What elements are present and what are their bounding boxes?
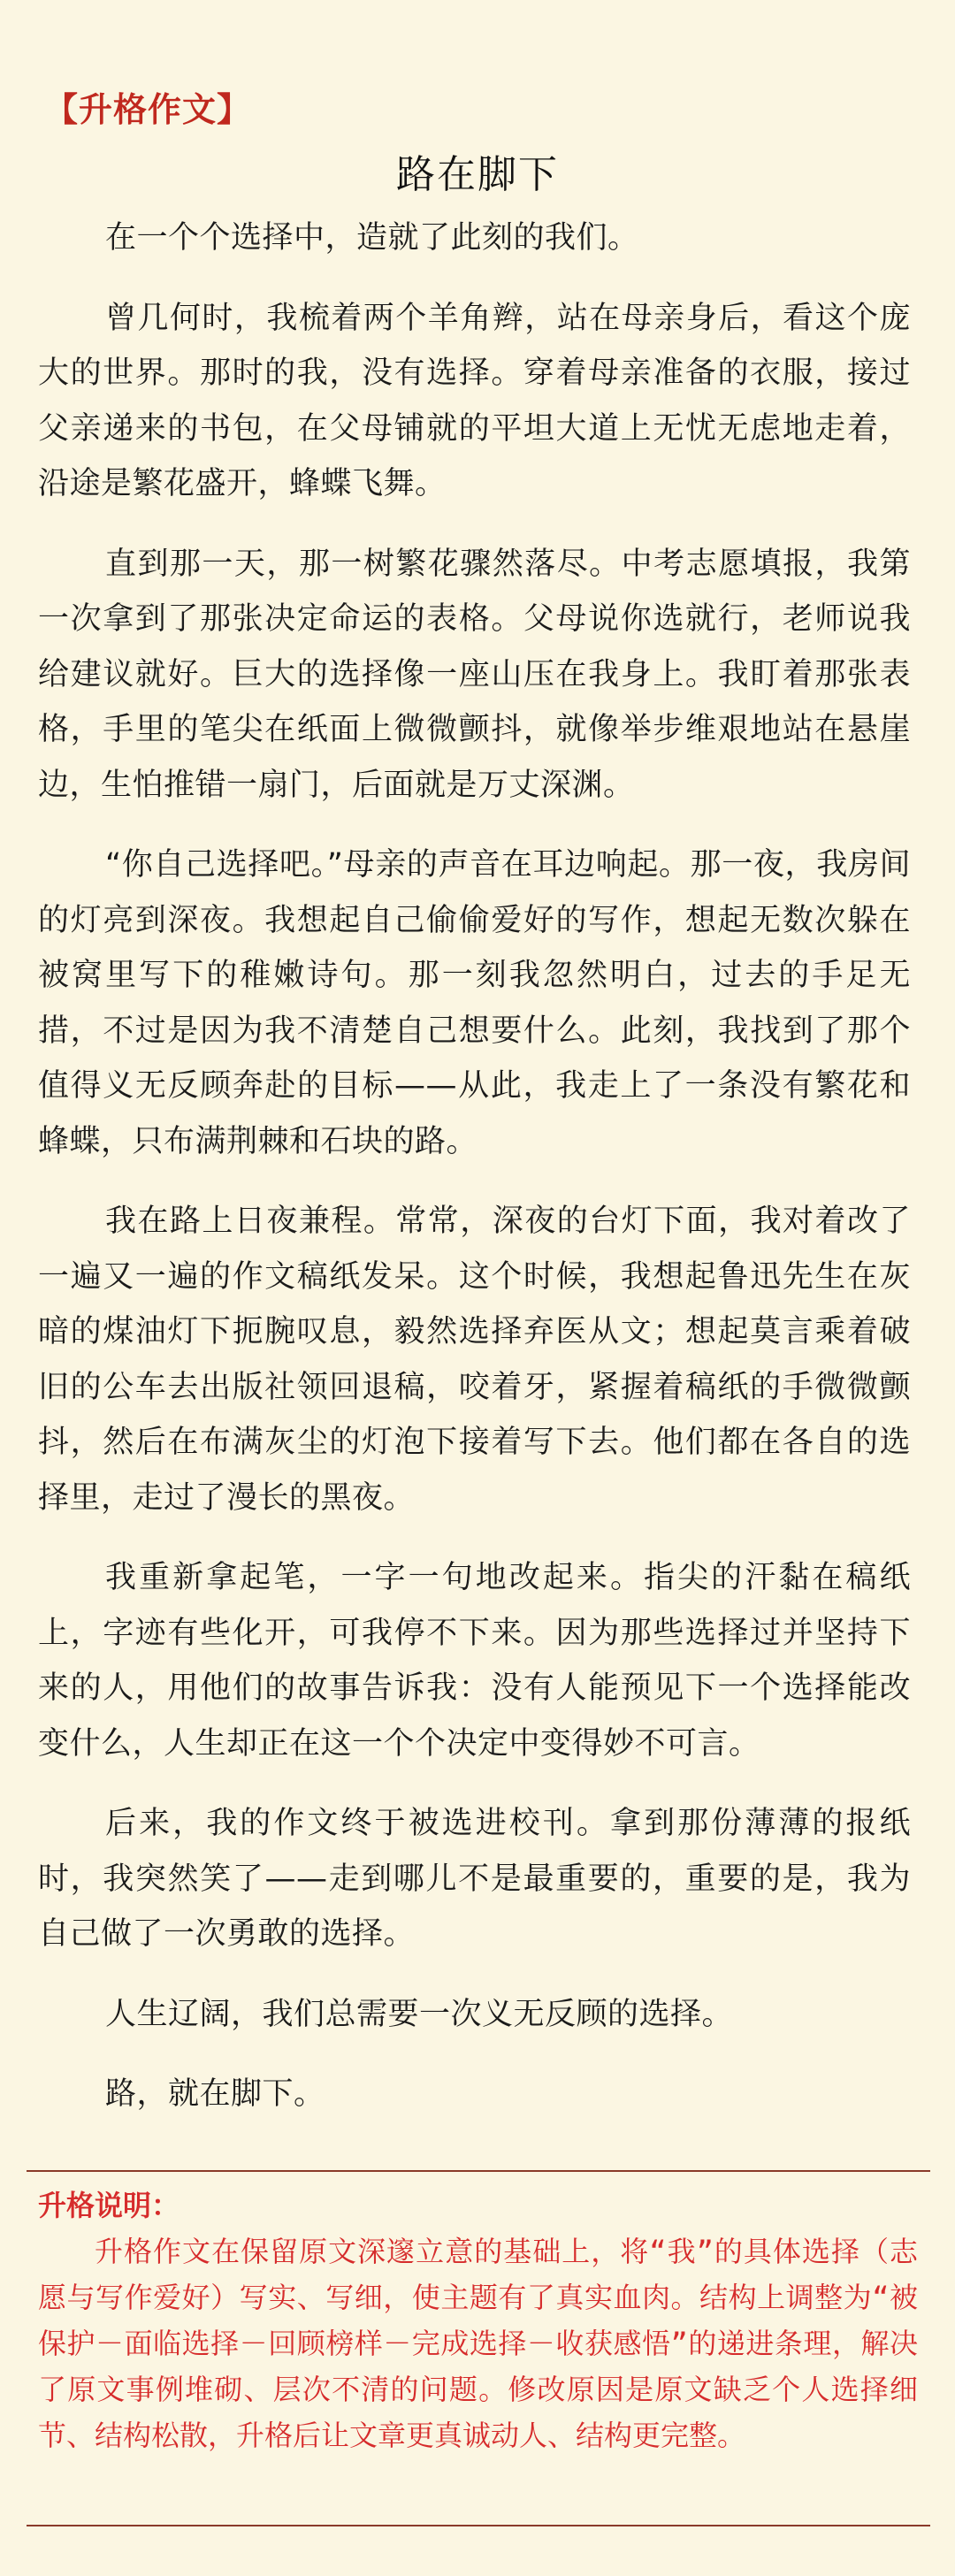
notes-body: 升格作文在保留原文深邃立意的基础上，将“我”的具体选择（志愿与写作爱好）写实、写细，使主题有了真实血肉。结构上调整为“被保护－面临选择－回顾榜样－完成选择－收获感悟”的递进条理，解决了原文事例堆砌、层次不清的问题。修改原因是原文缺乏个人选择细节、结构松散，升格后让文章更真诚动人、结构更完整。 [38,2235,918,2452]
article-title: 路在脚下 [396,152,559,197]
article-tag: 【升格作文】 [44,90,252,129]
essay-paragraph: 我在路上日夜兼程。常常，深夜的台灯下面，我对着改了一遍又一遍的作文稿纸发呆。这个时候，我想起鲁迅先生在灰暗的煤油灯下扼腕叹息，毅然选择弃医从文；想起莫言乘着破旧的公车去出版社领回退稿，咬着牙，紧握着稿纸的手微微颤抖，然后在布满灰尘的灯泡下接着写下去。他们都在各自的选择里，走过了漫长的黑夜。 [38,1204,911,1516]
essay-paragraph: 曾几何时，我梳着两个羊角辫，站在母亲身后，看这个庞大的世界。那时的我，没有选择。穿着母亲准备的衣服，接过父亲递来的书包，在父母铺就的平坦大道上无忧无虑地走着，沿途是繁花盛开，蜂蝶飞舞。 [38,300,911,501]
essay-paragraph: “你自己选择吧。”母亲的声音在耳边响起。那一夜，我房间的灯亮到深夜。我想起自己偷偷爱好的写作，想起无数次躲在被窝里写下的稚嫩诗句。那一刻我忽然明白，过去的手足无措，不过是因为我不清楚自己想要什么。此刻，我找到了那个值得义无反顾奔赴的目标——从此，我走上了一条没有繁花和蜂蝶，只布满荆棘和石块的路。 [38,847,911,1159]
notes-top-divider [27,2170,930,2172]
notes-bottom-divider [27,2525,930,2526]
essay-paragraph: 后来，我的作文终于被选进校刊。拿到那份薄薄的报纸时，我突然笑了——走到哪儿不是最重要的，重要的是，我为自己做了一次勇敢的选择。 [38,1806,911,1952]
essay-paragraph: 路，就在脚下。 [105,2076,325,2112]
essay-paragraph: 人生辽阔，我们总需要一次义无反顾的选择。 [105,1996,734,2032]
essay-paragraph: 在一个个选择中，造就了此刻的我们。 [105,220,639,256]
essay-paragraph: 直到那一天，那一树繁花骤然落尽。中考志愿填报，我第一次拿到了那张决定命运的表格。父母说你选就行，老师说我给建议就好。巨大的选择像一座山压在我身上。我盯着那张表格，手里的笔尖在纸面上微微颤抖，就像举步维艰地站在悬崖边，生怕推错一扇门，后面就是万丈深渊。 [38,546,911,803]
essay-body [38,210,911,2147]
notes-heading: 升格说明： [38,2189,180,2222]
upgrade-notes [38,2182,918,2458]
essay-paragraph: 我重新拿起笔，一字一句地改起来。指尖的汗黏在稿纸上，字迹有些化开，可我停不下来。因为那些选择过并坚持下来的人，用他们的故事告诉我：没有人能预见下一个选择能改变什么，人生却正在这一个个决定中变得妙不可言。 [38,1560,911,1762]
